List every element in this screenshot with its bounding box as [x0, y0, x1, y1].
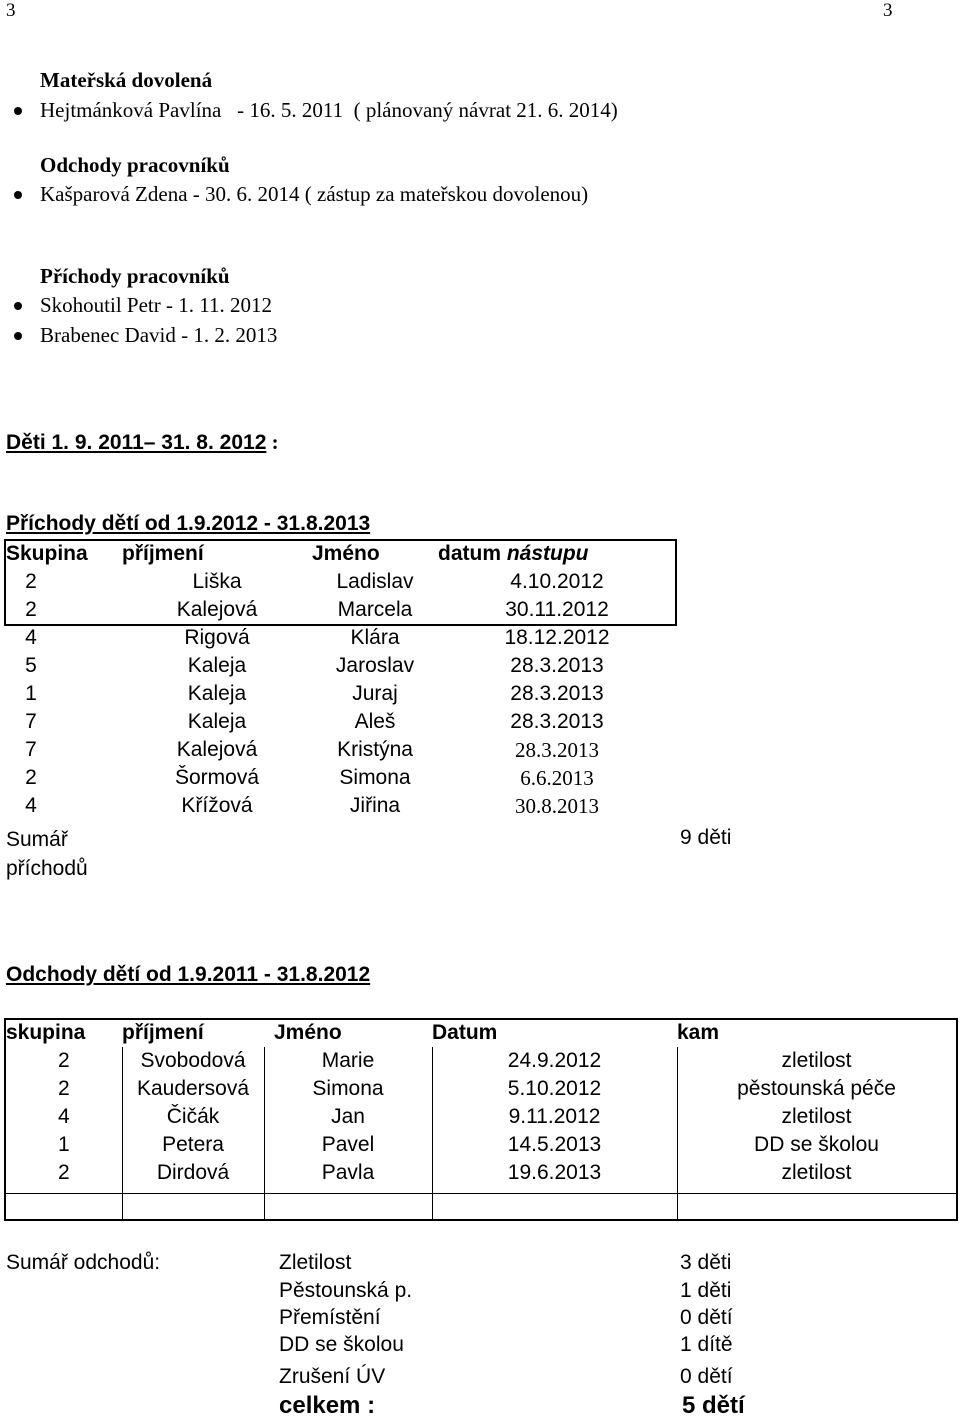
cell-where: DD se školou: [754, 1133, 879, 1156]
col-header-date: [438, 540, 676, 568]
cell-group: 2: [25, 766, 37, 789]
cell-surname: Svobodová: [140, 1049, 246, 1072]
departures-header-row: [6, 1019, 956, 1047]
cell-name: Ladislav: [336, 570, 414, 593]
page-number-left: 3: [6, 0, 16, 21]
maternity-item: [40, 98, 618, 123]
cell-group: 7: [25, 710, 37, 733]
cell-date: 5.10.2012: [507, 1077, 602, 1100]
cell-name: Klára: [350, 626, 400, 649]
table-row: [6, 652, 676, 680]
table-row: [6, 624, 676, 652]
cell-date: 28.3.2013: [515, 737, 599, 762]
cell-surname: Dirdová: [156, 1161, 230, 1184]
summary-item-label: Přemístění: [279, 1306, 381, 1329]
cell-group: 2: [25, 598, 37, 621]
cell-surname: Kaleja: [187, 654, 247, 677]
arrivals-summary-value: 9 děti: [680, 826, 732, 849]
summary-item-label: Zletilost: [279, 1251, 352, 1274]
page-number-right: 3: [883, 0, 893, 21]
cell-surname: Kaleja: [187, 710, 247, 733]
table-row: [6, 1047, 956, 1075]
departure-summary-label: Sumář odchodů:: [6, 1251, 161, 1274]
cell-group: 5: [25, 654, 37, 677]
cell-surname: Petera: [162, 1133, 224, 1156]
table-row: [6, 680, 676, 708]
summary-item-label: Pěstounská p.: [279, 1279, 413, 1302]
cell-date: 9.11.2012: [508, 1105, 601, 1128]
row-divider: [4, 1193, 958, 1194]
table-row: [6, 1131, 956, 1159]
summary-total-value: 5 dětí: [682, 1392, 745, 1419]
table-row: [6, 1103, 956, 1131]
table-row: [6, 708, 676, 736]
table-row: [6, 764, 676, 792]
cell-group: 7: [25, 738, 37, 761]
col-header-surname: příjmení: [122, 542, 204, 565]
cell-group: 4: [25, 626, 37, 649]
summary-item-value: 1 děti: [680, 1279, 732, 1302]
staff-departures-heading: Odchody pracovníků: [40, 153, 230, 177]
cell-name: Simona: [339, 766, 411, 789]
table-row: [6, 1159, 956, 1187]
col-header-date-a: datum: [438, 542, 507, 565]
arrivals-summary-label: [6, 825, 88, 883]
cell-name: Pavel: [321, 1133, 375, 1156]
cell-where: zletilost: [781, 1105, 852, 1128]
table-row: [6, 568, 676, 596]
cell-where: zletilost: [781, 1049, 852, 1072]
maternity-heading: Mateřská dovolená: [40, 68, 213, 92]
cell-date: 24.9.2012: [507, 1049, 602, 1072]
cell-date: 4.10.2012: [510, 570, 604, 593]
cell-group: 1: [25, 682, 37, 705]
cell-name: Marcela: [337, 598, 413, 621]
children-heading-text: Děti 1. 9. 2011– 31. 8. 2012: [6, 431, 267, 454]
bullet-icon: [14, 107, 22, 115]
staff-arrival-item: [40, 323, 277, 348]
cell-name: Simona: [312, 1077, 384, 1100]
staff-departure-item: [40, 182, 588, 207]
cell-name: Juraj: [352, 682, 398, 705]
summary-label-line: příchodů: [6, 857, 88, 880]
bullet-icon: [14, 302, 22, 310]
bullet-icon: [14, 191, 22, 199]
maternity-item-text: Hejtmánková Pavlína - 16. 5. 2011 ( plánovaný návrat 21. 6. 2014): [40, 98, 618, 122]
arrivals-title: Příchody dětí od 1.9.2012 - 31.8.2013: [6, 512, 371, 535]
summary-item-value: 0 dětí: [680, 1306, 733, 1329]
departures-table: [6, 1019, 956, 1187]
bullet-icon: [14, 332, 22, 340]
departures-title: Odchody dětí od 1.9.2011 - 31.8.2012: [6, 963, 371, 986]
summary-item-value: 1 dítě: [680, 1333, 733, 1356]
cell-group: 2: [58, 1161, 70, 1184]
cell-name: Jiřina: [349, 794, 401, 817]
cell-name: Marie: [321, 1049, 375, 1072]
cell-group: 2: [58, 1077, 70, 1100]
cell-group: 4: [25, 794, 37, 817]
cell-group: 2: [25, 570, 37, 593]
table-row: [6, 1075, 956, 1103]
table-row: [6, 596, 676, 624]
col-header-date: Datum: [432, 1021, 498, 1044]
summary-item-value: 3 děti: [680, 1251, 732, 1274]
summary-item-label: Zrušení ÚV: [279, 1365, 386, 1388]
cell-date: 14.5.2013: [507, 1133, 602, 1156]
cell-surname: Rigová: [184, 626, 250, 649]
cell-surname: Liška: [192, 570, 242, 593]
cell-surname: Čičák: [166, 1105, 220, 1128]
summary-item-value: 0 dětí: [680, 1365, 733, 1388]
col-header-surname: příjmení: [122, 1021, 204, 1044]
arrivals-table: [6, 540, 676, 820]
cell-date: 6.6.2013: [520, 765, 594, 790]
cell-surname: Šormová: [174, 766, 260, 789]
staff-arrival-item-text: Brabenec David - 1. 2. 2013: [40, 323, 278, 347]
cell-name: Jan: [331, 1105, 365, 1128]
cell-date: 28.3.2013: [510, 654, 604, 677]
cell-date: 19.6.2013: [507, 1161, 602, 1184]
cell-where: pěstounská péče: [737, 1077, 896, 1100]
table-row: [6, 736, 676, 764]
cell-date: 30.11.2012: [505, 598, 609, 621]
summary-total-label: celkem :: [279, 1392, 376, 1419]
col-header-name: Jméno: [312, 542, 380, 565]
cell-surname: Křížová: [181, 794, 253, 817]
staff-arrivals-heading: Příchody pracovníků: [40, 264, 230, 288]
cell-group: 1: [58, 1133, 70, 1156]
cell-group: 4: [58, 1105, 70, 1128]
cell-surname: Kaleja: [187, 682, 247, 705]
cell-date: 30.8.2013: [515, 793, 599, 818]
col-header-name: Jméno: [274, 1021, 342, 1044]
col-header-date-b: nástupu: [506, 542, 589, 565]
cell-name: Pavla: [321, 1161, 375, 1184]
summary-label-line: Sumář: [6, 828, 68, 851]
col-header-group: Skupina: [6, 542, 88, 565]
arrivals-header-row: [6, 540, 676, 568]
cell-surname: Kaudersová: [136, 1077, 250, 1100]
cell-date: 18.12.2012: [504, 626, 610, 649]
staff-arrival-item-text: Skohoutil Petr - 1. 11. 2012: [40, 293, 272, 317]
children-heading-colon: :: [266, 430, 279, 454]
cell-where: zletilost: [781, 1161, 852, 1184]
cell-date: 28.3.2013: [510, 710, 604, 733]
col-header-group: skupina: [6, 1021, 86, 1044]
cell-date: 28.3.2013: [510, 682, 604, 705]
cell-name: Aleš: [354, 710, 396, 733]
cell-surname: Kalejová: [176, 598, 258, 621]
table-row: [6, 792, 676, 820]
cell-name: Kristýna: [337, 738, 413, 761]
col-header-where: kam: [677, 1021, 720, 1044]
children-heading: [6, 430, 279, 455]
cell-group: 2: [58, 1049, 70, 1072]
staff-arrival-item: [40, 293, 272, 318]
cell-surname: Kalejová: [176, 738, 258, 761]
staff-departure-item-text: Kašparová Zdena - 30. 6. 2014 ( zástup za mateřskou dovolenou): [40, 182, 589, 206]
summary-item-label: DD se školou: [279, 1333, 404, 1356]
cell-name: Jaroslav: [335, 654, 415, 677]
